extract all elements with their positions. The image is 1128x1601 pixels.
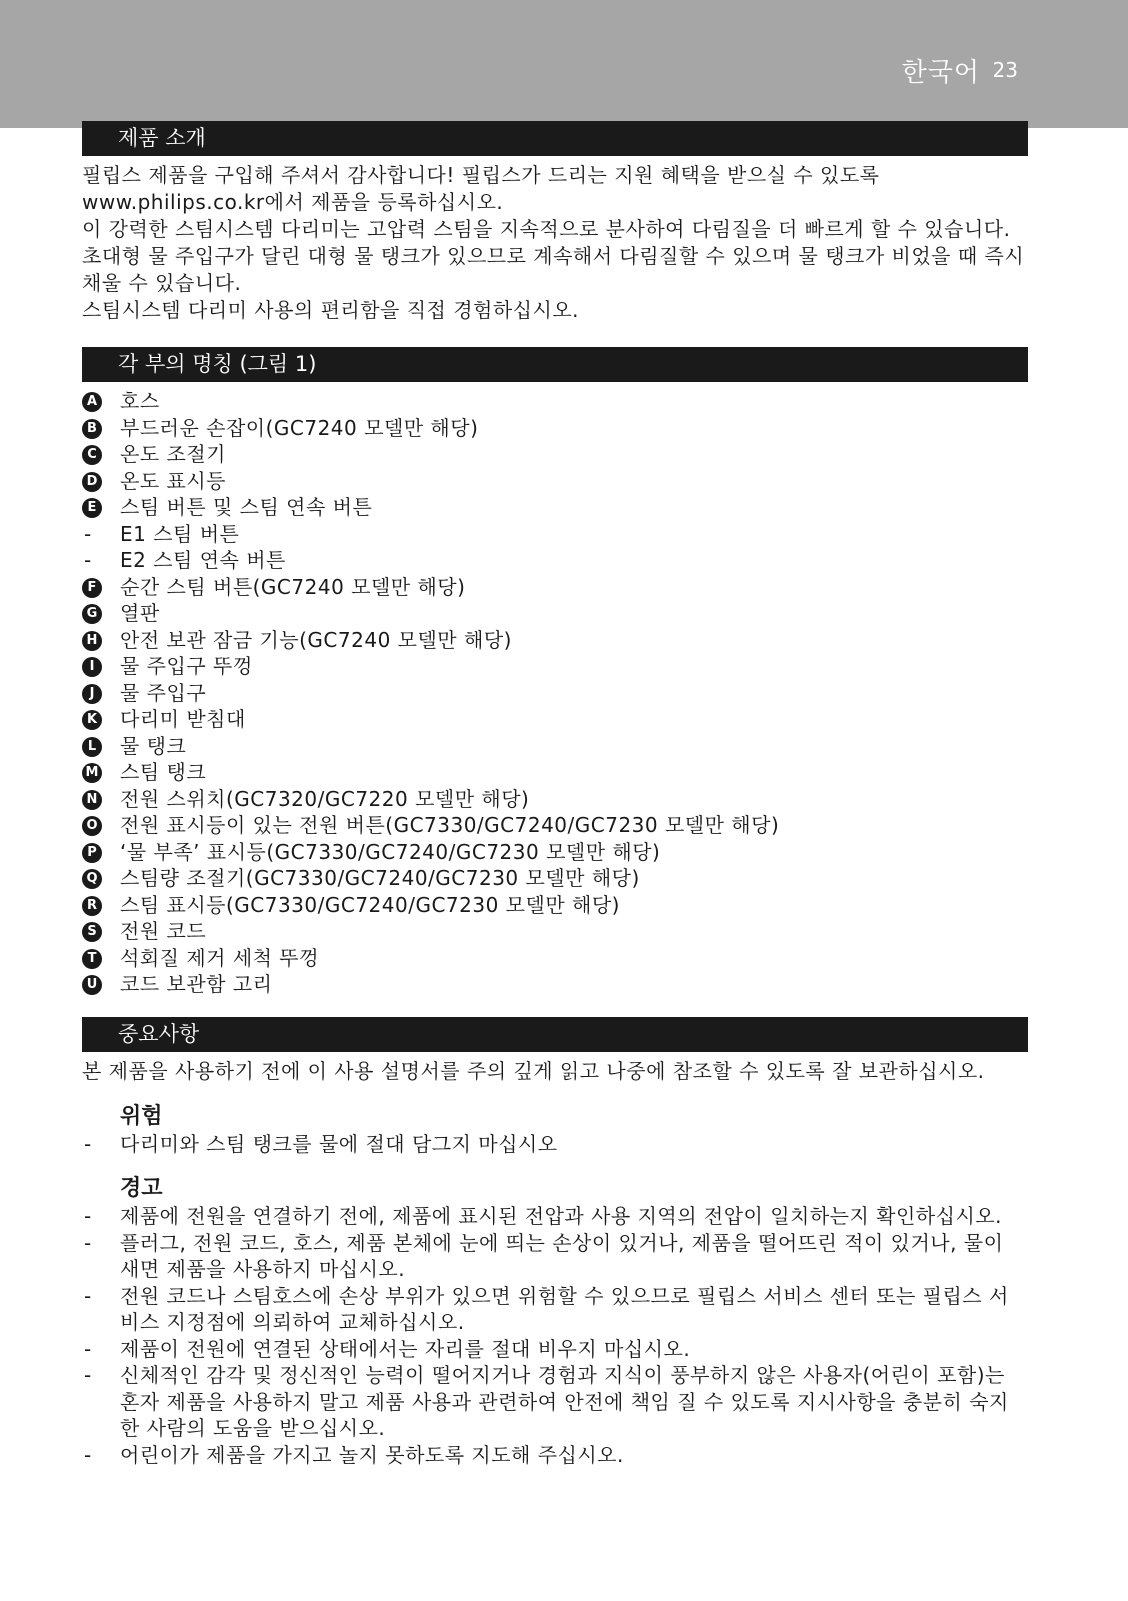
letter-badge: E [82, 498, 102, 518]
intro-text [82, 162, 1028, 324]
letter-badge: F [82, 578, 102, 598]
part-label: 물 탱크 [120, 733, 187, 758]
bullet-item [82, 1203, 1028, 1230]
part-label: 온도 표시등 [120, 468, 226, 493]
bullet-item [82, 1283, 1028, 1336]
parts-list-item [82, 733, 1028, 760]
part-label: 코드 보관함 고리 [120, 972, 273, 996]
bullet-item [82, 1230, 1028, 1283]
bullet-item [82, 1336, 1028, 1363]
parts-list-item [82, 812, 1028, 839]
part-label: 온도 조절기 [120, 442, 226, 466]
parts-list-item [82, 971, 1028, 998]
dash-marker: - [84, 548, 92, 572]
part-label: 열판 [120, 601, 160, 625]
parts-list-item [82, 468, 1028, 495]
danger-list [82, 1131, 1028, 1158]
parts-list-item [82, 415, 1028, 442]
part-label: 호스 [120, 389, 160, 413]
part-label: E1 스팀 버튼 [120, 521, 240, 546]
letter-badge: D [82, 472, 102, 492]
part-label: 스팀 탱크 [120, 760, 207, 784]
part-label: 전원 스위치(GC7320/GC7220 모델만 해당) [120, 786, 530, 811]
warning-heading: 경고 [120, 1176, 163, 1201]
letter-badge: S [82, 922, 102, 942]
part-label: 물 주입구 뚜껑 [120, 654, 253, 678]
letter-badge: M [82, 763, 102, 783]
parts-list-item [82, 600, 1028, 627]
bullet-item [82, 1442, 1028, 1469]
parts-list-item [82, 547, 1028, 574]
warning-list [82, 1203, 1028, 1468]
part-label: E2 스팀 연속 버튼 [120, 548, 286, 572]
part-label: ‘물 부족’ 표시등(GC7330/GC7240/GC7230 모델만 해당) [120, 839, 661, 864]
letter-badge: G [82, 604, 102, 624]
intro-paragraph: 스팀시스템 다리미 사용의 편리함을 직접 경험하십시오. [82, 298, 580, 322]
bullet-text: 다리미와 스팀 탱크를 물에 절대 담그지 마십시오 [120, 1131, 558, 1156]
parts-list-item [82, 759, 1028, 786]
dash-marker: - [84, 1442, 92, 1467]
part-label: 스팀 버튼 및 스팀 연속 버튼 [120, 495, 373, 519]
letter-badge: N [82, 790, 102, 810]
parts-list-item [82, 945, 1028, 972]
parts-list-item [82, 786, 1028, 813]
parts-list-item [82, 574, 1028, 601]
bullet-text: 전원 코드나 스팀호스에 손상 부위가 있으면 위험할 수 있으므로 필립스 서비스 센터 또는 필립스 서비스 지정점에 의뢰하여 교체하십시오. [120, 1283, 1009, 1334]
letter-badge: L [82, 737, 102, 757]
parts-list-item [82, 627, 1028, 654]
dash-marker: - [84, 1204, 92, 1228]
important-paragraph: 본 제품을 사용하기 전에 이 사용 설명서를 주의 깊게 읽고 나중에 참조할 수 있도록 잘 보관하십시오. [82, 1058, 985, 1083]
part-label: 순간 스팀 버튼(GC7240 모델만 해당) [120, 574, 466, 599]
parts-list-item [82, 494, 1028, 521]
parts-list-item [82, 441, 1028, 468]
bullet-text: 플러그, 전원 코드, 호스, 제품 본체에 눈에 띄는 손상이 있거나, 제품을 떨어뜨린 적이 있거나, 물이 새면 제품을 사용하지 마십시오. [120, 1230, 1004, 1281]
dash-marker: - [84, 1283, 92, 1308]
parts-list-item [82, 839, 1028, 866]
part-label: 물 주입구 [120, 680, 207, 705]
intro-paragraph: 이 강력한 스팀시스템 다리미는 고압력 스팀을 지속적으로 분사하여 다림질을 더 빠르게 할 수 있습니다. 초대형 물 주입구가 달린 대형 물 탱크가 있으므로 계속해서 다림질할 수 있으며 물 탱크가 비었을 때 즉시 채울 수 있습니다. [82, 217, 1025, 295]
part-label: 석회질 제거 세척 뚜껑 [120, 945, 319, 970]
letter-badge: O [82, 816, 102, 836]
part-label: 스팀 표시등(GC7330/GC7240/GC7230 모델만 해당) [120, 892, 620, 917]
bullet-text: 제품이 전원에 연결된 상태에서는 자리를 절대 비우지 마십시오. [120, 1336, 691, 1361]
bullet-text: 제품에 전원을 연결하기 전에, 제품에 표시된 전압과 사용 지역의 전압이 일치하는지 확인하십시오. [120, 1204, 1002, 1228]
page-content [82, 121, 1028, 1468]
bullet-text: 신체적인 감각 및 정신적인 능력이 떨어지거나 경험과 지식이 풍부하지 않은 사용자(어린이 포함)는 혼자 제품을 사용하지 말고 제품 사용과 관련하여 안전에 책임 질 수 있도록 지시사항을 충분히 숙지한 사람의 도움을 받으십시오. [120, 1363, 1009, 1440]
section-title-important: 중요사항 [82, 1017, 1028, 1052]
part-label: 전원 코드 [120, 919, 207, 943]
letter-badge: U [82, 975, 102, 995]
parts-list-item [82, 680, 1028, 707]
parts-list-item [82, 653, 1028, 680]
parts-list-item [82, 706, 1028, 733]
part-label: 다리미 받침대 [120, 707, 246, 731]
bullet-text: 어린이가 제품을 가지고 놀지 못하도록 지도해 주십시오. [120, 1442, 624, 1467]
part-label: 스팀량 조절기(GC7330/GC7240/GC7230 모델만 해당) [120, 866, 640, 890]
letter-badge: A [82, 392, 102, 412]
letter-badge: Q [82, 869, 102, 889]
bullet-item [82, 1362, 1028, 1442]
part-label: 전원 표시등이 있는 전원 버튼(GC7330/GC7240/GC7230 모델만 해당) [120, 813, 780, 837]
section-title-intro: 제품 소개 [82, 121, 1028, 156]
parts-list-item [82, 892, 1028, 919]
parts-list [82, 388, 1028, 998]
danger-heading: 위험 [120, 1103, 163, 1129]
letter-badge: I [82, 657, 102, 677]
page-number: 23 [992, 58, 1018, 82]
parts-list-item [82, 521, 1028, 548]
letter-badge: P [82, 843, 102, 863]
header-language: 한국어 [901, 58, 980, 88]
dash-marker: - [84, 1230, 92, 1255]
intro-paragraph: 필립스 제품을 구입해 주셔서 감사합니다! 필립스가 드리는 지원 혜택을 받으실 수 있도록 www.philips.co.kr에서 제품을 등록하십시오. [82, 163, 880, 214]
letter-badge: H [82, 631, 102, 651]
letter-badge: R [82, 896, 102, 916]
parts-list-item [82, 918, 1028, 945]
bullet-item [82, 1131, 1028, 1158]
letter-badge: K [82, 710, 102, 730]
dash-marker: - [84, 521, 92, 546]
dash-marker: - [84, 1131, 92, 1156]
letter-badge: C [82, 445, 102, 465]
letter-badge: B [82, 419, 102, 439]
part-label: 안전 보관 잠금 기능(GC7240 모델만 해당) [120, 627, 512, 652]
letter-badge: J [82, 684, 102, 704]
dash-marker: - [84, 1336, 92, 1361]
section-title-parts: 각 부의 명칭 (그림 1) [82, 347, 1028, 382]
part-label: 부드러운 손잡이(GC7240 모델만 해당) [120, 415, 479, 440]
parts-list-item [82, 388, 1028, 415]
parts-list-item [82, 865, 1028, 892]
letter-badge: T [82, 949, 102, 969]
dash-marker: - [84, 1363, 92, 1387]
